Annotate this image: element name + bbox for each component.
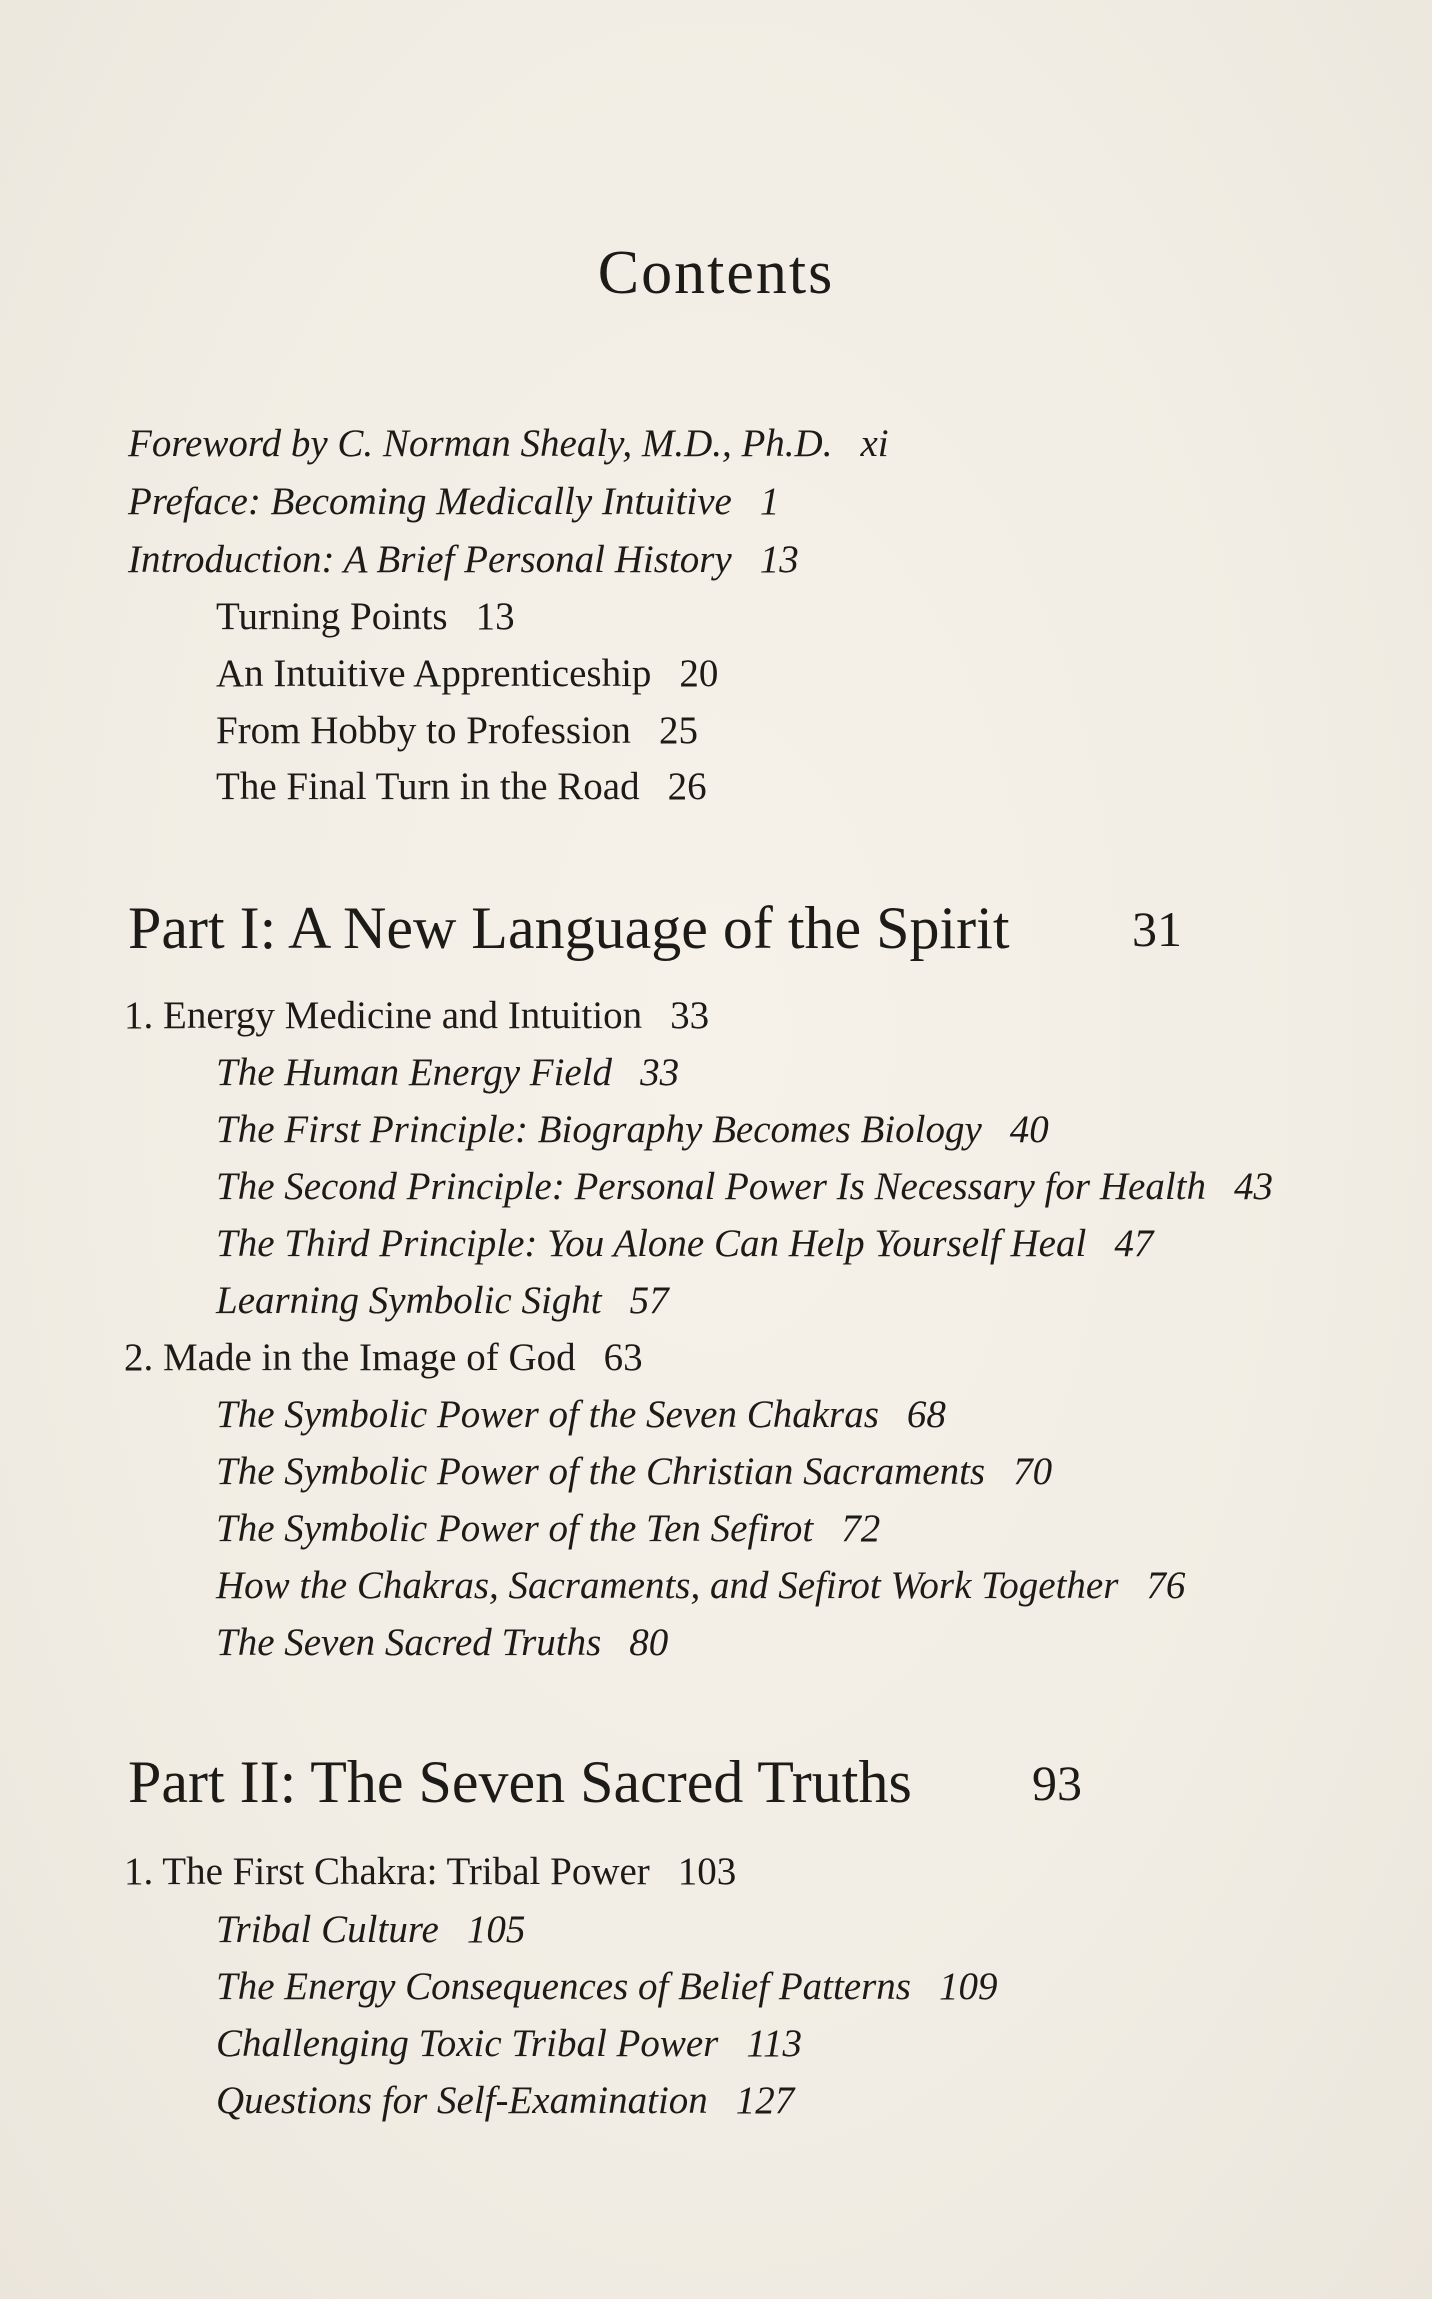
entry-page: 76 <box>1146 1564 1186 1607</box>
part-label: Part I: A New Language of the Spirit <box>128 895 1010 961</box>
part-heading-2 <box>128 1749 1082 1815</box>
part-page: 31 <box>1132 901 1182 957</box>
entry-label: Tribal Culture <box>216 1908 439 1951</box>
entry-page: 72 <box>841 1507 881 1550</box>
entry-label: Preface: Becoming Medically Intuitive <box>128 480 732 523</box>
entry-label: The Second Principle: Personal Power Is Necessary for Health <box>216 1165 1206 1208</box>
toc-entry-hobby-to-profession <box>216 711 698 750</box>
part-page: 93 <box>1032 1755 1082 1811</box>
toc-section <box>216 1281 669 1320</box>
toc-chapter-1 <box>124 1852 736 1891</box>
entry-label: 2. Made in the Image of God <box>124 1336 576 1379</box>
entry-page: xi <box>860 422 889 465</box>
entry-label: Questions for Self-Examination <box>216 2079 708 2122</box>
toc-section <box>216 1053 679 1092</box>
entry-label: The Symbolic Power of the Seven Chakras <box>216 1393 879 1436</box>
toc-entry-turning-points <box>216 597 515 636</box>
entry-label: The Final Turn in the Road <box>216 765 640 808</box>
toc-entry-introduction <box>128 540 799 579</box>
toc-section <box>216 1623 668 1662</box>
entry-label: Learning Symbolic Sight <box>216 1279 602 1322</box>
entry-label: How the Chakras, Sacraments, and Sefirot Work Together <box>216 1564 1119 1607</box>
entry-label: The Symbolic Power of the Christian Sacraments <box>216 1450 986 1493</box>
entry-label: The Seven Sacred Truths <box>216 1621 602 1664</box>
part-label: Part II: The Seven Sacred Truths <box>128 1749 912 1815</box>
entry-page: 103 <box>677 1850 737 1893</box>
toc-section <box>216 1224 1153 1263</box>
entry-label: The Energy Consequences of Belief Patterns <box>216 1965 911 2008</box>
entry-label: Turning Points <box>216 595 448 638</box>
entry-page: 47 <box>1114 1222 1154 1265</box>
page-title: Contents <box>597 239 835 307</box>
toc-section <box>216 1509 880 1548</box>
entry-page: 43 <box>1234 1165 1273 1208</box>
toc-section <box>216 1967 997 2006</box>
toc-section <box>216 1452 1052 1491</box>
entry-label: 1. Energy Medicine and Intuition <box>124 994 643 1037</box>
toc-section <box>216 1566 1185 1605</box>
toc-section <box>216 2081 794 2120</box>
entry-page: 70 <box>1013 1450 1053 1493</box>
entry-label: Introduction: A Brief Personal History <box>128 538 732 581</box>
entry-page: 105 <box>466 1908 526 1951</box>
toc-section <box>216 1395 946 1434</box>
toc-chapter-1 <box>124 996 709 1035</box>
toc-section <box>216 1910 525 1949</box>
entry-page: 57 <box>629 1279 669 1322</box>
entry-page: 33 <box>670 994 710 1037</box>
entry-page: 1 <box>759 480 780 523</box>
toc-section <box>216 2024 802 2063</box>
entry-page: 68 <box>906 1393 946 1436</box>
part-heading-1 <box>128 895 1182 961</box>
toc-entry-foreword <box>128 424 889 463</box>
toc-entry-final-turn <box>216 767 707 806</box>
entry-label: From Hobby to Profession <box>216 709 631 752</box>
entry-page: 113 <box>746 2022 802 2065</box>
entry-label: The Symbolic Power of the Ten Sefirot <box>216 1507 814 1550</box>
toc-entry-preface <box>128 482 779 521</box>
entry-label: The First Principle: Biography Becomes Biology <box>216 1108 982 1151</box>
entry-label: The Third Principle: You Alone Can Help Yourself Heal <box>216 1222 1087 1265</box>
entry-label: Foreword by C. Norman Shealy, M.D., Ph.D. <box>128 422 833 465</box>
entry-page: 26 <box>667 765 707 808</box>
entry-label: 1. The First Chakra: Tribal Power <box>124 1850 650 1893</box>
entry-page: 127 <box>735 2079 795 2122</box>
entry-label: The Human Energy Field <box>216 1051 613 1094</box>
entry-page: 80 <box>629 1621 669 1664</box>
entry-label: An Intuitive Apprenticeship <box>216 652 652 695</box>
entry-page: 40 <box>1009 1108 1049 1151</box>
entry-page: 63 <box>603 1336 643 1379</box>
entry-page: 13 <box>475 595 515 638</box>
entry-page: 109 <box>938 1965 998 2008</box>
entry-label: Challenging Toxic Tribal Power <box>216 2022 719 2065</box>
entry-page: 25 <box>658 709 698 752</box>
toc-section <box>216 1167 1273 1206</box>
entry-page: 33 <box>640 1051 680 1094</box>
entry-page: 20 <box>679 652 719 695</box>
toc-chapter-2 <box>124 1338 643 1377</box>
toc-entry-intuitive-apprenticeship <box>216 654 718 693</box>
toc-section <box>216 1110 1049 1149</box>
entry-page: 13 <box>759 538 799 581</box>
